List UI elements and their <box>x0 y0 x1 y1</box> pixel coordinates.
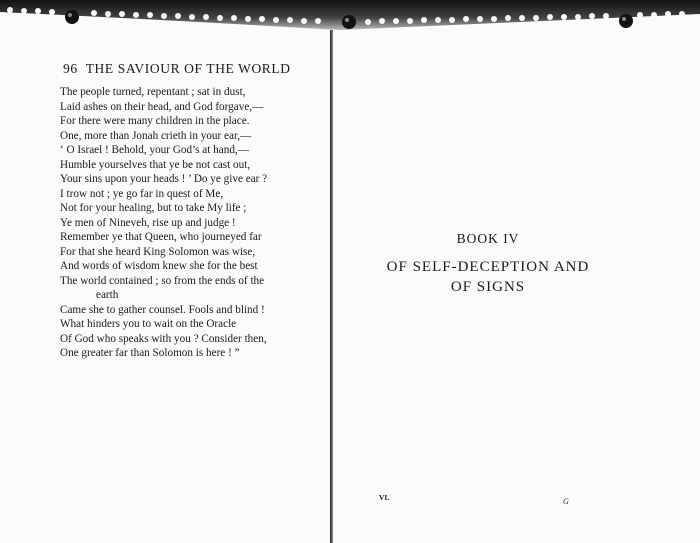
poem-text <box>60 85 325 361</box>
poem-line: Ye men of Nineveh, rise up and judge ! <box>60 216 236 229</box>
poem-line: One, more than Jonah crieth in your ear,— <box>60 129 252 142</box>
book-title <box>333 257 643 297</box>
right-page <box>333 0 700 543</box>
poem-line: Not for your healing, but to take My life ; <box>60 202 247 214</box>
poem-line: For there were many children in the place. <box>60 115 250 127</box>
poem-line: For that she heard King Solomon was wise, <box>60 245 256 258</box>
poem-line: ‘ O Israel ! Behold, your God’s at hand,— <box>60 144 249 156</box>
book-title-line-2: OF SIGNS <box>450 279 526 295</box>
poem-line: Came she to gather counsel. Fools and blind ! <box>60 303 265 316</box>
poem-line: Of God who speaks with you ? Consider then, <box>60 332 267 345</box>
left-page <box>0 0 330 543</box>
poem-line: Humble yourselves that ye be not cast out, <box>60 158 251 171</box>
poem-line: Laid ashes on their head, and God forgave,— <box>60 100 264 113</box>
poem-line: What hinders you to wait on the Oracle <box>60 318 237 330</box>
poem-line: The people turned, repentant ; sat in dust, <box>60 86 246 98</box>
poem-line-continuation: earth <box>96 289 119 301</box>
poem-line: I trow not ; ye go far in quest of Me, <box>60 187 224 200</box>
poem-line: Your sins upon your heads ! ’ Do ye give ear ? <box>60 173 268 185</box>
signature-mark-left: VI. <box>379 493 390 502</box>
page-number: 96 <box>63 61 78 76</box>
book-number-heading: BOOK IV <box>456 231 520 246</box>
poem-line: The world contained ; so from the ends of the <box>60 274 265 287</box>
poem-line: One greater far than Solomon is here ! ” <box>60 347 240 359</box>
poem-line: And words of wisdom knew she for the best <box>60 260 258 272</box>
book-title-line-1: OF SELF-DECEPTION AND <box>386 259 590 275</box>
running-head <box>63 61 323 77</box>
signature-mark-right: G <box>563 497 569 506</box>
running-head-title: THE SAVIOUR OF THE WORLD <box>85 61 291 76</box>
poem-line: Remember ye that Queen, who journeyed far <box>60 231 262 243</box>
